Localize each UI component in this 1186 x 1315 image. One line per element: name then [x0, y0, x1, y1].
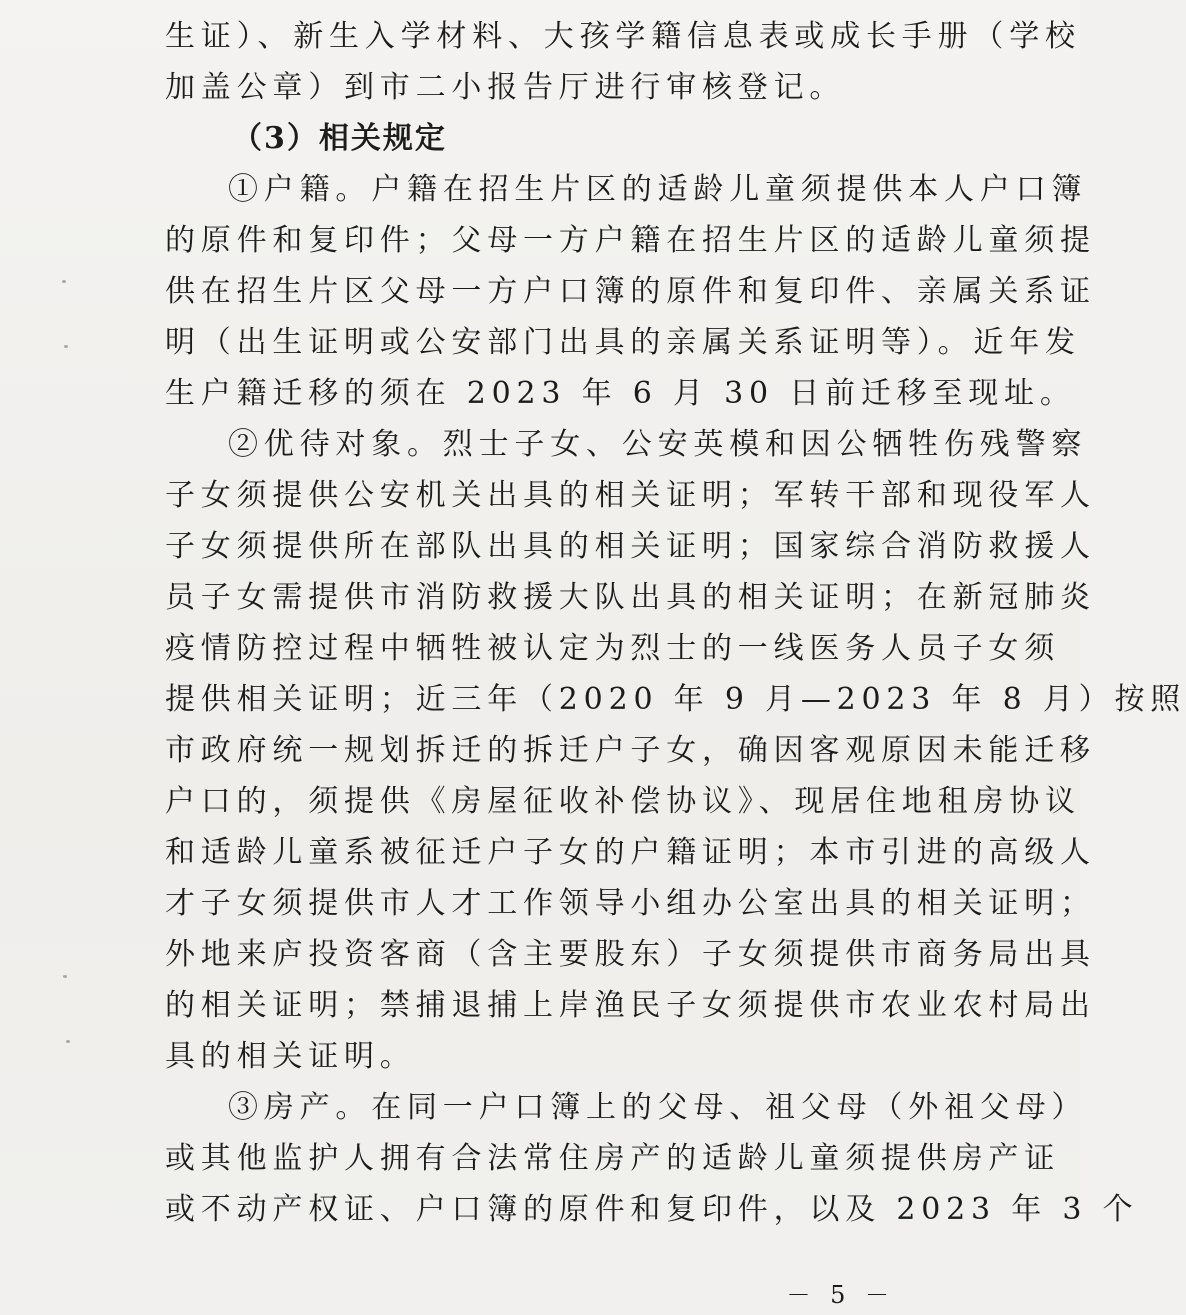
text-line: 疫情防控过程中牺牲被认定为烈士的一线医务人员子女须 — [165, 631, 1060, 666]
page-number: － 5 － — [786, 1281, 895, 1309]
text-line: 子女须提供所在部队出具的相关证明；国家综合消防救援人 — [165, 529, 1096, 564]
text-line: 具的相关证明。 — [165, 1039, 416, 1074]
text-line: 户口的，须提供《房屋征收补偿协议》、现居住地租房协议 — [165, 784, 1081, 819]
scan-speck — [63, 975, 67, 978]
paragraph-start-property: ③房产。在同一户口簿上的父母、祖父母（外祖父母） — [228, 1090, 1088, 1125]
paragraph-start-household: ①户籍。户籍在招生片区的适龄儿童须提供本人户口簿 — [228, 172, 1088, 207]
text-line: 的相关证明；禁捕退捕上岸渔民子女须提供市农业农村局出 — [165, 988, 1096, 1023]
paragraph-start-priority: ②优待对象。烈士子女、公安英模和因公牺牲伤残警察 — [228, 427, 1088, 462]
scan-speck — [66, 1040, 70, 1043]
text-line: 明（出生证明或公安部门出具的亲属关系证明等）。近年发 — [165, 325, 1081, 360]
text-line: 和适龄儿童系被征迁户子女的户籍证明；本市引进的高级人 — [165, 835, 1096, 870]
text-line: 市政府统一规划拆迁的拆迁户子女，确因客观原因未能迁移 — [165, 733, 1096, 768]
text-line: 生户籍迁移的须在 2023 年 6 月 30 日前迁移至现址。 — [165, 376, 1076, 411]
text-line: 提供相关证明；近三年（2020 年 9 月—2023 年 8 月）按照 — [165, 682, 1186, 717]
text-line: 才子女须提供市人才工作领导小组办公室出具的相关证明； — [165, 886, 1096, 921]
text-line: 子女须提供公安机关出具的相关证明；军转干部和现役军人 — [165, 478, 1096, 513]
text-line: 或不动产权证、户口簿的原件和复印件，以及 2023 年 3 个 — [165, 1192, 1139, 1227]
text-line: 生证）、新生入学材料、大孩学籍信息表或成长手册（学校 — [165, 19, 1081, 54]
text-line: 外地来庐投资客商（含主要股东）子女须提供市商务局出具 — [165, 937, 1096, 972]
text-line: 供在招生片区父母一方户口簿的原件和复印件、亲属关系证 — [165, 274, 1096, 309]
text-line: 员子女需提供市消防救援大队出具的相关证明；在新冠肺炎 — [165, 580, 1096, 615]
scan-speck — [62, 280, 66, 283]
text-line: 的原件和复印件；父母一方户籍在招生片区的适龄儿童须提 — [165, 223, 1096, 258]
text-line: 加盖公章）到市二小报告厅进行审核登记。 — [165, 70, 846, 105]
section-heading: （3）相关规定 — [232, 121, 447, 156]
text-line: 或其他监护人拥有合法常住房产的适龄儿童须提供房产证 — [165, 1141, 1060, 1176]
scan-speck — [64, 345, 68, 348]
